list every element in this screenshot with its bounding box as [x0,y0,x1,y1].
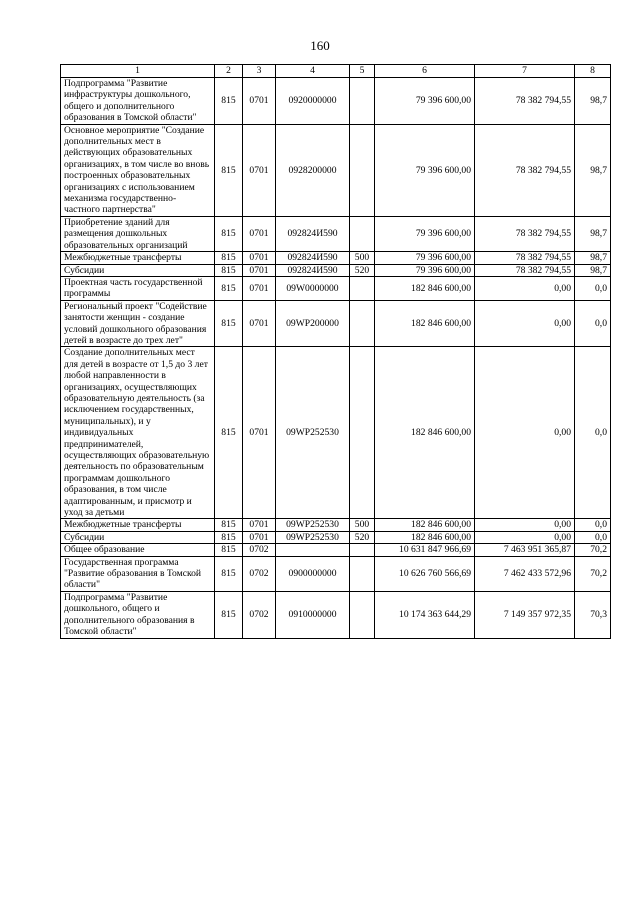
table-row [61,544,611,556]
department-code: 815 [215,264,243,276]
section-code: 0701 [243,252,276,264]
plan-amount: 10 626 760 566,69 [375,556,475,591]
item-name: Региональный проект "Содействие занятости женщин - создание условий дошкольного образования детей в возрасте до трех лет" [61,300,215,347]
department-code: 815 [215,216,243,251]
plan-amount: 79 396 600,00 [375,216,475,251]
table-row [61,531,611,543]
plan-amount: 79 396 600,00 [375,264,475,276]
target-article-code: 09WP252530 [276,531,350,543]
plan-amount: 182 846 600,00 [375,347,475,519]
section-code: 0702 [243,591,276,638]
actual-amount: 7 462 433 572,96 [475,556,575,591]
plan-amount: 10 631 847 966,69 [375,544,475,556]
actual-amount: 78 382 794,55 [475,264,575,276]
department-code: 815 [215,531,243,543]
expense-type-code: 500 [350,252,375,264]
section-code: 0702 [243,544,276,556]
actual-amount: 7 149 357 972,35 [475,591,575,638]
column-number: 8 [575,65,611,78]
column-number: 1 [61,65,215,78]
execution-percent: 0,0 [575,519,611,531]
actual-amount: 7 463 951 365,87 [475,544,575,556]
budget-table-body [61,65,611,639]
item-name: Проектная часть государственной программы [61,276,215,300]
actual-amount: 0,00 [475,276,575,300]
table-row [61,78,611,125]
target-article-code: 092824И590 [276,216,350,251]
section-code: 0701 [243,276,276,300]
column-number: 2 [215,65,243,78]
plan-amount: 182 846 600,00 [375,531,475,543]
department-code: 815 [215,519,243,531]
item-name: Субсидии [61,531,215,543]
plan-amount: 10 174 363 644,29 [375,591,475,638]
expense-type-code [350,124,375,216]
expense-type-code [350,300,375,347]
target-article-code: 09WP252530 [276,347,350,519]
actual-amount: 0,00 [475,531,575,543]
column-number: 5 [350,65,375,78]
section-code: 0701 [243,124,276,216]
table-row [61,556,611,591]
section-code: 0702 [243,556,276,591]
column-number: 4 [276,65,350,78]
execution-percent: 0,0 [575,276,611,300]
execution-percent: 0,0 [575,531,611,543]
execution-percent: 98,7 [575,124,611,216]
page-number: 160 [310,38,330,53]
expense-type-code [350,347,375,519]
section-code: 0701 [243,216,276,251]
target-article-code: 09WP252530 [276,519,350,531]
department-code: 815 [215,591,243,638]
department-code: 815 [215,78,243,125]
department-code: 815 [215,124,243,216]
section-code: 0701 [243,531,276,543]
department-code: 815 [215,276,243,300]
expense-type-code [350,216,375,251]
execution-percent: 0,0 [575,300,611,347]
item-name: Подпрограмма "Развитие дошкольного, общего и дополнительного образования в Томской области" [61,591,215,638]
expense-type-code [350,556,375,591]
expense-type-code [350,591,375,638]
actual-amount: 78 382 794,55 [475,216,575,251]
table-row [61,216,611,251]
item-name: Субсидии [61,264,215,276]
expense-type-code: 520 [350,531,375,543]
plan-amount: 182 846 600,00 [375,519,475,531]
item-name: Межбюджетные трансферты [61,519,215,531]
department-code: 815 [215,556,243,591]
actual-amount: 78 382 794,55 [475,124,575,216]
execution-percent: 98,7 [575,264,611,276]
target-article-code: 0920000000 [276,78,350,125]
plan-amount: 182 846 600,00 [375,276,475,300]
section-code: 0701 [243,264,276,276]
target-article-code: 09WP200000 [276,300,350,347]
item-name: Государственная программа "Развитие образования в Томской области" [61,556,215,591]
expense-type-code [350,544,375,556]
item-name: Основное мероприятие "Создание дополнительных мест в действующих образовательных организациях, в том числе во вновь построенных образовательных организациях с использованием механизма государственно-частного партнерства" [61,124,215,216]
execution-percent: 98,7 [575,216,611,251]
table-row [61,300,611,347]
item-name: Приобретение зданий для размещения дошкольных образовательных организаций [61,216,215,251]
plan-amount: 79 396 600,00 [375,124,475,216]
item-name: Подпрограмма "Развитие инфраструктуры дошкольного, общего и дополнительного образования в Томской области" [61,78,215,125]
column-number: 3 [243,65,276,78]
plan-amount: 79 396 600,00 [375,252,475,264]
target-article-code: 0928200000 [276,124,350,216]
target-article-code: 0910000000 [276,591,350,638]
item-name: Межбюджетные трансферты [61,252,215,264]
department-code: 815 [215,347,243,519]
table-row [61,591,611,638]
expense-type-code [350,78,375,125]
item-name: Общее образование [61,544,215,556]
table-row [61,124,611,216]
actual-amount: 0,00 [475,347,575,519]
actual-amount: 78 382 794,55 [475,78,575,125]
execution-percent: 0,0 [575,347,611,519]
column-number: 6 [375,65,475,78]
execution-percent: 70,2 [575,544,611,556]
section-code: 0701 [243,347,276,519]
execution-percent: 70,3 [575,591,611,638]
execution-percent: 98,7 [575,252,611,264]
target-article-code [276,544,350,556]
section-code: 0701 [243,78,276,125]
table-row [61,347,611,519]
expense-type-code [350,276,375,300]
actual-amount: 0,00 [475,519,575,531]
table-row [61,519,611,531]
column-number-row [61,65,611,78]
target-article-code: 092824И590 [276,264,350,276]
department-code: 815 [215,544,243,556]
plan-amount: 79 396 600,00 [375,78,475,125]
item-name: Создание дополнительных мест для детей в возрасте от 1,5 до 3 лет любой направленности в организациях, осуществляющих образовательную деятельность (за исключением государственных, муниципальных), и у индивидуальных предпринимателей, осуществляющих образовательную деятельность по образовательным программам дошкольного образования, в том числе адаптированным, и присмотр и уход за детьми [61,347,215,519]
budget-table [60,64,611,639]
expense-type-code: 500 [350,519,375,531]
actual-amount: 78 382 794,55 [475,252,575,264]
target-article-code: 092824И590 [276,252,350,264]
section-code: 0701 [243,519,276,531]
table-row [61,252,611,264]
table-row [61,276,611,300]
column-number: 7 [475,65,575,78]
plan-amount: 182 846 600,00 [375,300,475,347]
table-row [61,264,611,276]
execution-percent: 70,2 [575,556,611,591]
department-code: 815 [215,252,243,264]
execution-percent: 98,7 [575,78,611,125]
actual-amount: 0,00 [475,300,575,347]
target-article-code: 0900000000 [276,556,350,591]
expense-type-code: 520 [350,264,375,276]
target-article-code: 09W0000000 [276,276,350,300]
department-code: 815 [215,300,243,347]
section-code: 0701 [243,300,276,347]
